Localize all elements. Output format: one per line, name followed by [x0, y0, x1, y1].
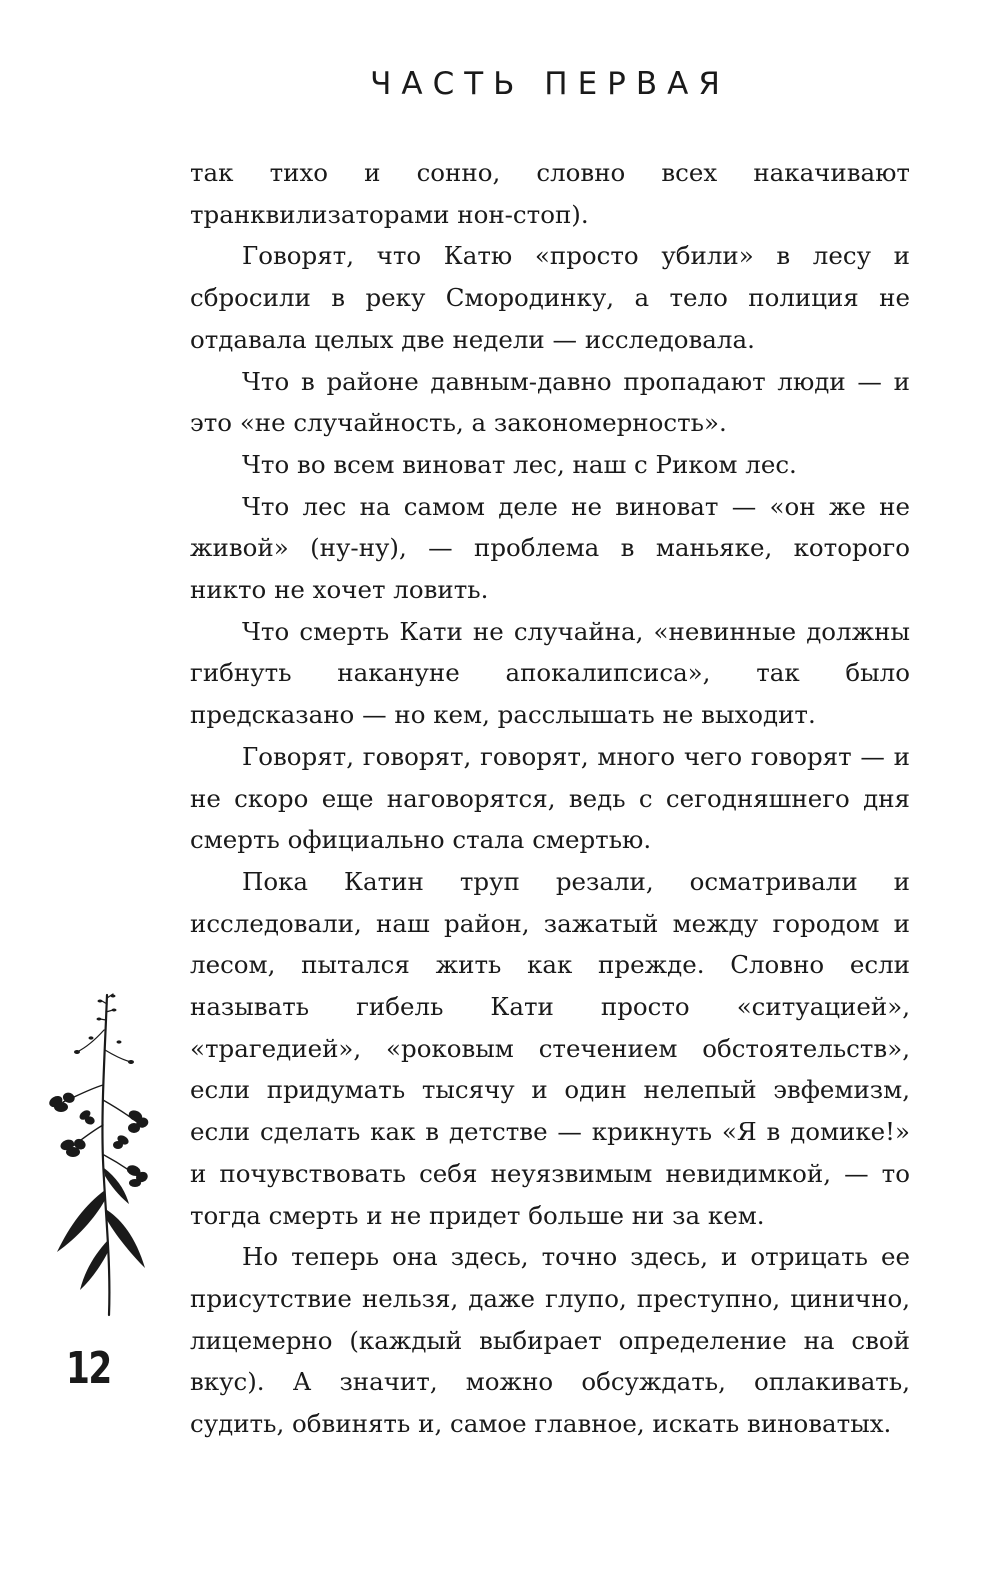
paragraph-5: Что лес на самом деле не виноват — «он же не живой» (ну-ну), — проблема в маньяке, которого никто не хочет ловить. [190, 491, 910, 605]
paragraph-7: Говорят, говорят, говорят, много чего говорят — и не скоро еще наговорятся, ведь с сегодняшнего дня смерть официально стала смертью. [190, 741, 910, 855]
page-number: 12 [66, 1343, 111, 1394]
paragraph-6: Что смерть Кати не случайна, «невинные должны гибнуть накануне апокалипсиса», так было предсказано — но кем, расслышать не выходит. [190, 616, 910, 730]
paragraph-1: так тихо и сонно, словно всех накачивают транквилизаторами нон-стоп). [190, 158, 910, 229]
paragraph-4: Что во всем виноват лес, наш с Риком лес. [242, 449, 797, 479]
fireweed-plant-icon [25, 990, 155, 1320]
paragraph-3: Что в районе давным-давно пропадают люди — и это «не случайность, а закономерность». [190, 366, 910, 438]
paragraph-2: Говорят, что Катю «просто убили» в лесу и сбросили в реку Смородинку, а тело полиция не отдавала целых две недели — исследовала. [190, 241, 910, 354]
page-text [190, 152, 910, 1445]
paragraph-9: Но теперь она здесь, точно здесь, и отрицать ее присутствие нельзя, даже глупо, преступно, цинично, лицемерно (каждый выбирает определение на свой вкус). А значит, можно обсуждать, оплакивать, судить, обвинять и, самое главное, искать виноватых. [190, 1242, 910, 1439]
paragraph-8: Пока Катин труп резали, осматривали и исследовали, наш район, зажатый между городом и лесом, пытался жить как прежде. Словно если называть гибель Кати просто «ситуацией», «трагедией», «роковым стечением обстоятельств», если придумать тысячу и один нелепый эвфемизм, если сделать как в детстве — крикнуть «Я в домике!» и почувствовать себя неуязвимым невидимкой, — то тогда смерть и не придет больше ни за кем. [190, 866, 910, 1230]
chapter-title: ЧАСТЬ ПЕРВАЯ [370, 66, 730, 102]
